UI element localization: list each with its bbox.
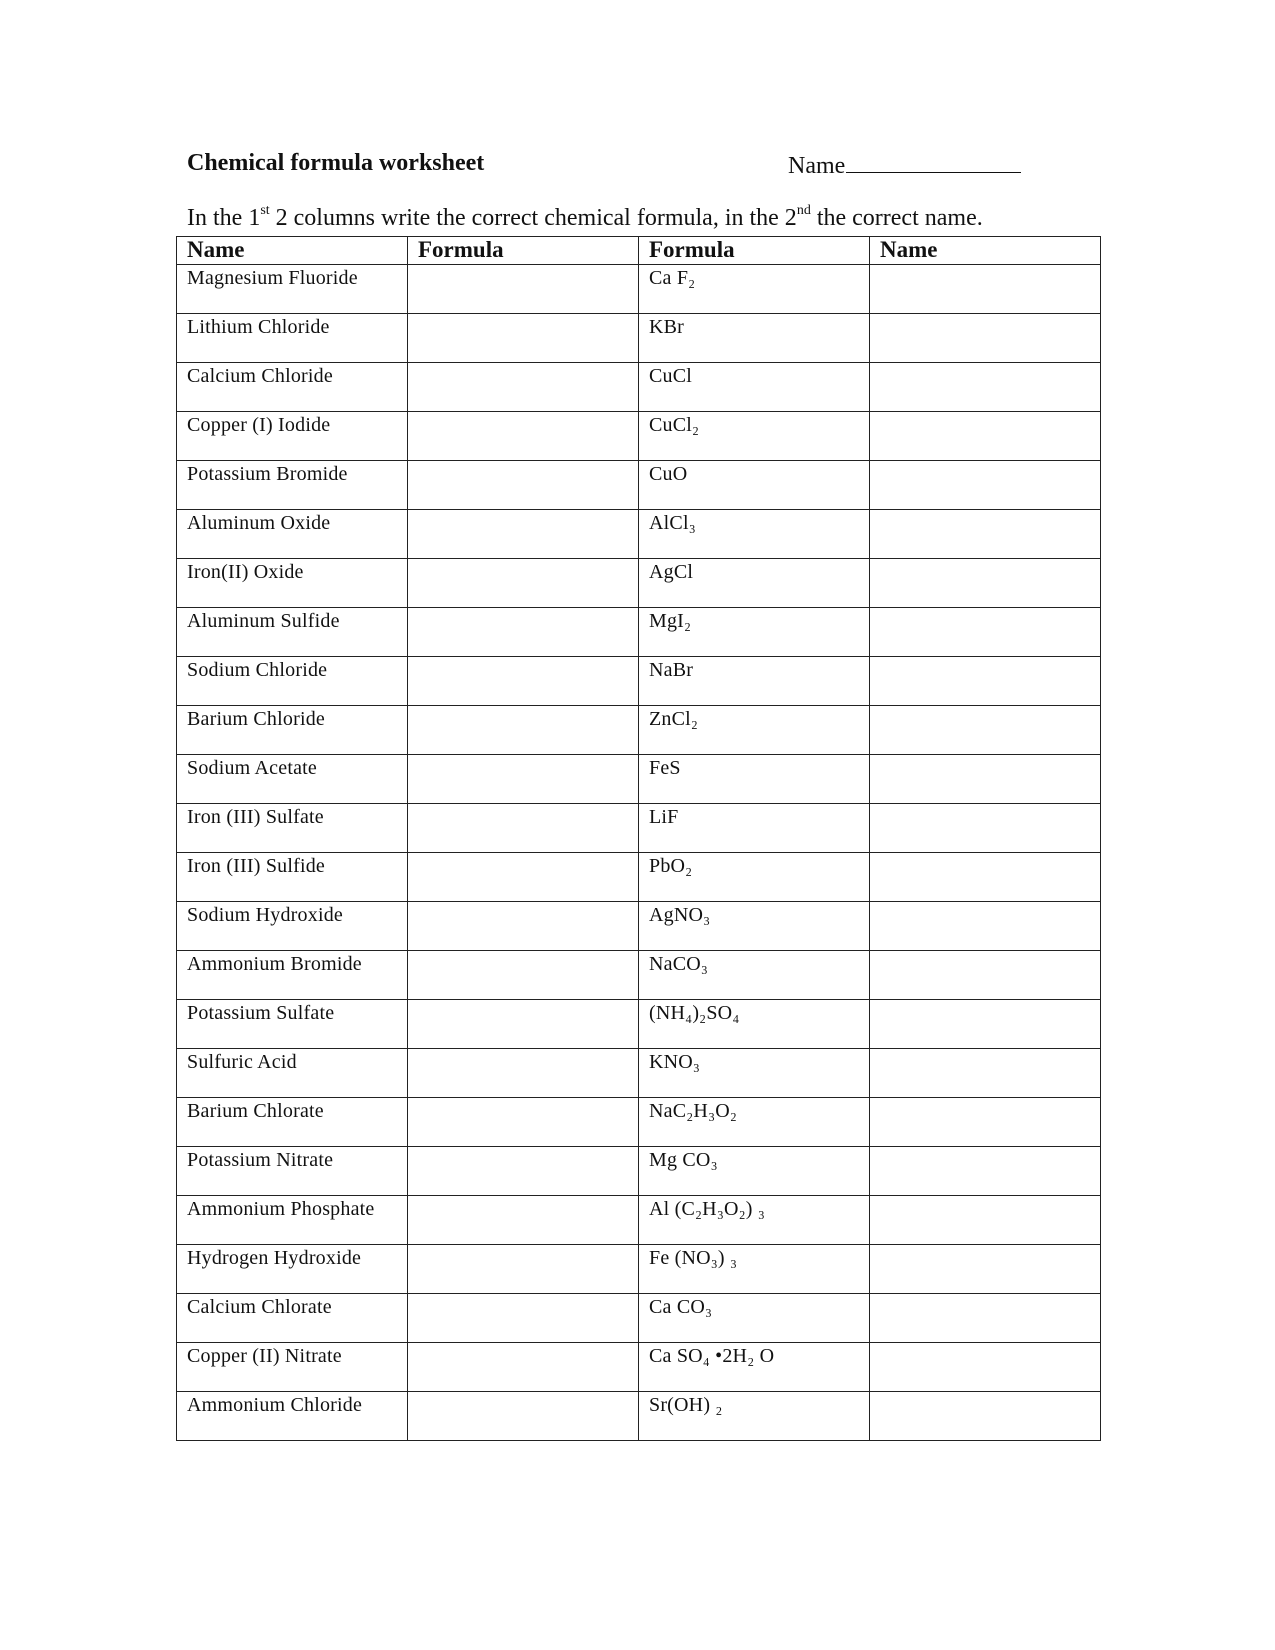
- given-formula: ZnCl₂: [639, 706, 870, 755]
- formula-answer-cell[interactable]: [408, 510, 639, 559]
- name-answer-cell[interactable]: [870, 1196, 1101, 1245]
- table-row: [177, 461, 1101, 510]
- table-row: [177, 559, 1101, 608]
- student-name-field[interactable]: [788, 150, 1021, 180]
- compound-name: Sodium Hydroxide: [177, 902, 408, 951]
- name-answer-cell[interactable]: [870, 1049, 1101, 1098]
- table-row: [177, 1000, 1101, 1049]
- table-row: [177, 608, 1101, 657]
- compound-name: Ammonium Chloride: [177, 1392, 408, 1441]
- formula-answer-cell[interactable]: [408, 1049, 639, 1098]
- table-header-row: [177, 237, 1101, 265]
- name-answer-cell[interactable]: [870, 265, 1101, 314]
- table-row: [177, 510, 1101, 559]
- table-row: [177, 1294, 1101, 1343]
- formula-answer-cell[interactable]: [408, 1294, 639, 1343]
- given-formula: Ca CO₃: [639, 1294, 870, 1343]
- table-row: [177, 951, 1101, 1000]
- given-formula: MgI₂: [639, 608, 870, 657]
- name-answer-cell[interactable]: [870, 1343, 1101, 1392]
- table-row: [177, 363, 1101, 412]
- formula-answer-cell[interactable]: [408, 1196, 639, 1245]
- worksheet-table: [176, 236, 1101, 1441]
- formula-answer-cell[interactable]: [408, 1147, 639, 1196]
- given-formula: NaBr: [639, 657, 870, 706]
- compound-name: Barium Chloride: [177, 706, 408, 755]
- formula-answer-cell[interactable]: [408, 1392, 639, 1441]
- table-row: [177, 706, 1101, 755]
- table-row: [177, 314, 1101, 363]
- worksheet-header: [187, 150, 1027, 182]
- formula-answer-cell[interactable]: [408, 559, 639, 608]
- compound-name: Iron (III) Sulfide: [177, 853, 408, 902]
- table-body: [177, 265, 1101, 1441]
- compound-name: Copper (II) Nitrate: [177, 1343, 408, 1392]
- name-answer-cell[interactable]: [870, 853, 1101, 902]
- compound-name: Lithium Chloride: [177, 314, 408, 363]
- given-formula: KNO₃: [639, 1049, 870, 1098]
- compound-name: Iron (III) Sulfate: [177, 804, 408, 853]
- given-formula: Mg CO₃: [639, 1147, 870, 1196]
- table-row: [177, 902, 1101, 951]
- formula-answer-cell[interactable]: [408, 804, 639, 853]
- table-row: [177, 1196, 1101, 1245]
- worksheet-title: Chemical formula worksheet: [187, 150, 485, 176]
- name-answer-cell[interactable]: [870, 1098, 1101, 1147]
- compound-name: Barium Chlorate: [177, 1098, 408, 1147]
- formula-answer-cell[interactable]: [408, 412, 639, 461]
- name-answer-cell[interactable]: [870, 559, 1101, 608]
- compound-name: Potassium Sulfate: [177, 1000, 408, 1049]
- compound-name: Aluminum Sulfide: [177, 608, 408, 657]
- formula-answer-cell[interactable]: [408, 363, 639, 412]
- table-row: [177, 853, 1101, 902]
- given-formula: Fe (NO₃) ₃: [639, 1245, 870, 1294]
- compound-name: Ammonium Phosphate: [177, 1196, 408, 1245]
- formula-answer-cell[interactable]: [408, 1245, 639, 1294]
- given-formula: NaCO₃: [639, 951, 870, 1000]
- formula-answer-cell[interactable]: [408, 314, 639, 363]
- given-formula: AgNO₃: [639, 902, 870, 951]
- name-answer-cell[interactable]: [870, 412, 1101, 461]
- name-answer-cell[interactable]: [870, 314, 1101, 363]
- name-answer-cell[interactable]: [870, 1245, 1101, 1294]
- formula-answer-cell[interactable]: [408, 706, 639, 755]
- table-row: [177, 412, 1101, 461]
- compound-name: Magnesium Fluoride: [177, 265, 408, 314]
- table-row: [177, 265, 1101, 314]
- given-formula: AlCl₃: [639, 510, 870, 559]
- given-formula: CuO: [639, 461, 870, 510]
- compound-name: Iron(II) Oxide: [177, 559, 408, 608]
- compound-name: Calcium Chlorate: [177, 1294, 408, 1343]
- formula-answer-cell[interactable]: [408, 853, 639, 902]
- given-formula: Ca SO₄ •2H₂ O: [639, 1343, 870, 1392]
- compound-name: Aluminum Oxide: [177, 510, 408, 559]
- compound-name: Potassium Nitrate: [177, 1147, 408, 1196]
- formula-answer-cell[interactable]: [408, 1000, 639, 1049]
- student-name-blank[interactable]: [846, 150, 1021, 173]
- name-answer-cell[interactable]: [870, 951, 1101, 1000]
- given-formula: Sr(OH) ₂: [639, 1392, 870, 1441]
- table-row: [177, 1098, 1101, 1147]
- compound-name: Sodium Acetate: [177, 755, 408, 804]
- formula-answer-cell[interactable]: [408, 657, 639, 706]
- header-formula: Formula: [408, 237, 639, 265]
- table-row: [177, 1049, 1101, 1098]
- name-answer-cell[interactable]: [870, 804, 1101, 853]
- name-answer-cell[interactable]: [870, 510, 1101, 559]
- given-formula: LiF: [639, 804, 870, 853]
- given-formula: FeS: [639, 755, 870, 804]
- compound-name: Sodium Chloride: [177, 657, 408, 706]
- given-formula: NaC₂H₃O₂: [639, 1098, 870, 1147]
- name-answer-cell[interactable]: [870, 461, 1101, 510]
- formula-answer-cell[interactable]: [408, 755, 639, 804]
- formula-answer-cell[interactable]: [408, 265, 639, 314]
- formula-answer-cell[interactable]: [408, 951, 639, 1000]
- header-name: Name: [177, 237, 408, 265]
- given-formula: KBr: [639, 314, 870, 363]
- table-row: [177, 755, 1101, 804]
- given-formula: Ca F₂: [639, 265, 870, 314]
- compound-name: Calcium Chloride: [177, 363, 408, 412]
- table-row: [177, 657, 1101, 706]
- name-answer-cell[interactable]: [870, 657, 1101, 706]
- given-formula: Al (C₂H₃O₂) ₃: [639, 1196, 870, 1245]
- student-name-label: Name: [788, 153, 846, 179]
- name-answer-cell[interactable]: [870, 608, 1101, 657]
- name-answer-cell[interactable]: [870, 1147, 1101, 1196]
- name-answer-cell[interactable]: [870, 902, 1101, 951]
- given-formula: (NH₄)₂SO₄: [639, 1000, 870, 1049]
- header-name-answer: Name: [870, 237, 1101, 265]
- name-answer-cell[interactable]: [870, 363, 1101, 412]
- name-answer-cell[interactable]: [870, 706, 1101, 755]
- given-formula: AgCl: [639, 559, 870, 608]
- given-formula: CuCl₂: [639, 412, 870, 461]
- table-row: [177, 1392, 1101, 1441]
- name-answer-cell[interactable]: [870, 1392, 1101, 1441]
- table-row: [177, 804, 1101, 853]
- table-row: [177, 1343, 1101, 1392]
- name-answer-cell[interactable]: [870, 1294, 1101, 1343]
- given-formula: CuCl: [639, 363, 870, 412]
- compound-name: Potassium Bromide: [177, 461, 408, 510]
- formula-answer-cell[interactable]: [408, 608, 639, 657]
- compound-name: Ammonium Bromide: [177, 951, 408, 1000]
- header-formula-given: Formula: [639, 237, 870, 265]
- name-answer-cell[interactable]: [870, 755, 1101, 804]
- name-answer-cell[interactable]: [870, 1000, 1101, 1049]
- given-formula: PbO₂: [639, 853, 870, 902]
- table-row: [177, 1245, 1101, 1294]
- table-row: [177, 1147, 1101, 1196]
- formula-answer-cell[interactable]: [408, 461, 639, 510]
- compound-name: Hydrogen Hydroxide: [177, 1245, 408, 1294]
- formula-answer-cell[interactable]: [408, 1098, 639, 1147]
- compound-name: Sulfuric Acid: [177, 1049, 408, 1098]
- formula-answer-cell[interactable]: [408, 1343, 639, 1392]
- instructions: In the 1st 2 columns write the correct chemical formula, in the 2nd the correct name.: [187, 203, 983, 231]
- formula-answer-cell[interactable]: [408, 902, 639, 951]
- compound-name: Copper (I) Iodide: [177, 412, 408, 461]
